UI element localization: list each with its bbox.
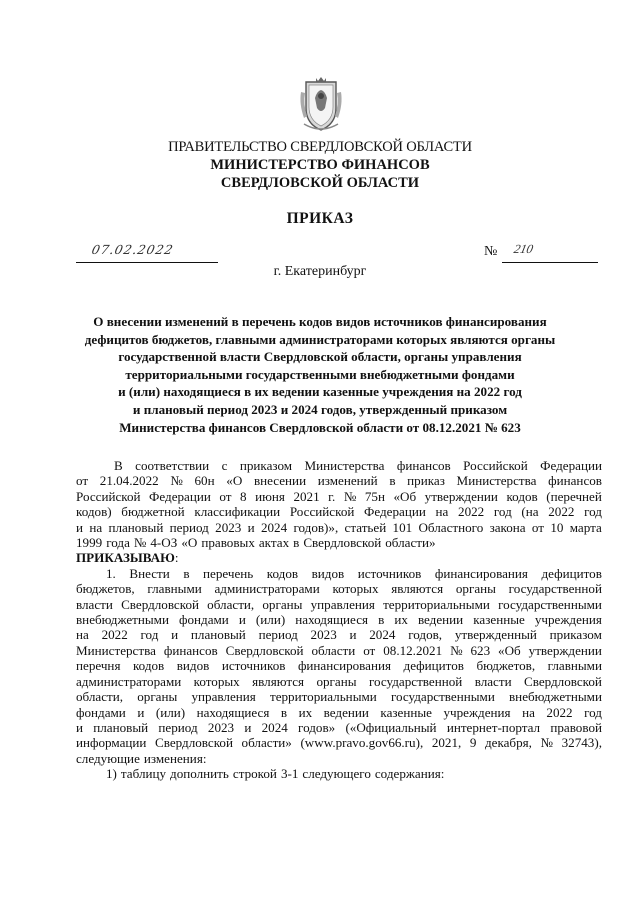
word: государственными bbox=[390, 689, 495, 705]
word: органы bbox=[262, 596, 303, 612]
body-line bbox=[76, 751, 602, 766]
word: которых bbox=[332, 581, 379, 597]
word: от bbox=[531, 519, 545, 535]
word: статьей bbox=[344, 519, 387, 535]
word: от bbox=[219, 488, 232, 504]
word: перечень bbox=[203, 565, 254, 581]
word: 1. bbox=[106, 565, 116, 581]
word: дополнить bbox=[170, 766, 229, 782]
order-keyword-line bbox=[76, 550, 602, 565]
word: 75н bbox=[364, 488, 385, 504]
body-line bbox=[76, 535, 602, 550]
word: год bbox=[584, 704, 602, 720]
word: области, bbox=[207, 596, 255, 612]
title-line: О внесении изменений в перечень кодов видов источников финансирования bbox=[93, 314, 547, 329]
word: № bbox=[450, 642, 463, 658]
word: приказом bbox=[239, 458, 293, 473]
document-type: ПРИКАЗ bbox=[286, 210, 354, 227]
body-line bbox=[76, 705, 602, 720]
word: (на bbox=[521, 504, 539, 520]
body-line bbox=[76, 489, 602, 504]
word: утвержденный bbox=[454, 627, 537, 643]
document-body bbox=[76, 458, 602, 782]
word: 1999 bbox=[76, 535, 103, 551]
word: на bbox=[522, 704, 535, 720]
word: и bbox=[171, 627, 179, 643]
word: области» bbox=[241, 735, 292, 751]
body-line bbox=[76, 689, 602, 704]
word: строкой bbox=[232, 766, 277, 782]
word: приказ bbox=[407, 473, 445, 489]
word: финансов bbox=[548, 473, 602, 489]
title-line: государственной власти Свердловской области, органы управления bbox=[118, 349, 522, 365]
word: кодов) bbox=[76, 504, 112, 520]
word: утверждении bbox=[424, 488, 498, 504]
word: 101 bbox=[392, 519, 413, 535]
word: учреждения bbox=[534, 612, 602, 628]
word: внесении bbox=[253, 473, 307, 489]
word: информации bbox=[76, 735, 147, 751]
word: период bbox=[169, 519, 209, 535]
word: органы bbox=[316, 673, 357, 689]
word: источников bbox=[357, 565, 422, 581]
word: Свердловской bbox=[121, 596, 199, 612]
word: 8 bbox=[240, 488, 247, 504]
body-line bbox=[76, 504, 602, 519]
word: (или) bbox=[155, 704, 186, 720]
handwritten-number: 210 bbox=[512, 242, 535, 256]
document-title bbox=[70, 313, 570, 436]
word: дефицитов bbox=[541, 565, 602, 581]
word: плановый bbox=[108, 519, 164, 535]
word: 623 bbox=[470, 642, 491, 658]
word: 21.04.2022 bbox=[99, 473, 159, 489]
word: от bbox=[363, 642, 376, 658]
coat-of-arms-icon bbox=[298, 74, 344, 134]
word: в bbox=[183, 565, 190, 581]
word: 2024 bbox=[369, 627, 396, 643]
word: («Официальный bbox=[345, 719, 437, 735]
word: 9 bbox=[469, 735, 477, 751]
word: «Об bbox=[498, 642, 521, 658]
word: утверждении bbox=[528, 642, 602, 658]
word: 3-1 bbox=[280, 766, 299, 782]
word: 2024 bbox=[261, 719, 288, 735]
word: Министерства bbox=[456, 473, 537, 489]
word: 2021 bbox=[293, 488, 320, 504]
word: 2021, bbox=[431, 735, 462, 751]
word: следующего bbox=[302, 766, 371, 782]
word: внебюджетными bbox=[509, 689, 602, 705]
word: бюджетов, bbox=[76, 581, 135, 597]
word: их bbox=[298, 704, 313, 720]
word: «О bbox=[181, 535, 198, 551]
order-keyword: ПРИКАЗЫВАЮ bbox=[76, 550, 175, 566]
word: ведении bbox=[323, 704, 369, 720]
word: год bbox=[493, 504, 512, 520]
word: года bbox=[106, 535, 130, 551]
word: 10 bbox=[550, 519, 564, 535]
title-line: Министерства финансов Свердловской области от 08.12.2021 № 623 bbox=[119, 419, 521, 435]
word: Свердловской bbox=[303, 535, 382, 551]
body-line bbox=[76, 720, 602, 735]
word: финансов bbox=[163, 642, 218, 658]
word: в bbox=[378, 612, 385, 628]
word: финансирования bbox=[297, 658, 392, 674]
word: и bbox=[76, 719, 84, 735]
word: годов)», bbox=[293, 519, 339, 535]
word: интернет-портал bbox=[446, 719, 541, 735]
word: декабря, bbox=[484, 735, 532, 751]
word: № bbox=[540, 735, 554, 751]
word: их bbox=[394, 612, 408, 628]
government-name: ПРАВИТЕЛЬСТВО СВЕРДЛОВСКОЙ ОБЛАСТИ bbox=[168, 139, 472, 155]
word: управления bbox=[310, 596, 375, 612]
word: и bbox=[137, 704, 145, 720]
word: Министерства bbox=[76, 642, 156, 658]
word: дефицитов bbox=[403, 658, 464, 674]
word: с bbox=[221, 458, 228, 473]
word: соответствии bbox=[135, 458, 210, 473]
word: 2022 bbox=[458, 504, 485, 520]
ministry-region: СВЕРДЛОВСКОЙ ОБЛАСТИ bbox=[220, 175, 420, 191]
word: кодов bbox=[506, 488, 538, 504]
word: 2022 bbox=[546, 704, 573, 720]
word: плановый bbox=[93, 719, 149, 735]
body-line bbox=[76, 627, 602, 642]
title-line: территориальными государственными внебюджетными фондами bbox=[125, 366, 515, 382]
word: финансирования bbox=[434, 565, 528, 581]
body-line bbox=[76, 566, 602, 581]
word: «О bbox=[226, 473, 243, 489]
word: бюджетной bbox=[121, 504, 185, 520]
word: 2022 bbox=[101, 627, 128, 643]
word: год bbox=[584, 504, 602, 520]
word: (www.pravo.gov66.ru), bbox=[300, 735, 424, 751]
word: казенные bbox=[473, 612, 525, 628]
word: № bbox=[343, 488, 357, 504]
body-line bbox=[76, 658, 602, 673]
word: 1) bbox=[106, 766, 117, 782]
date-field bbox=[76, 244, 218, 263]
word: и bbox=[238, 612, 246, 628]
word: территориальными bbox=[269, 689, 377, 705]
word: № bbox=[170, 473, 183, 489]
word: учреждения bbox=[443, 704, 511, 720]
body-line bbox=[76, 473, 602, 488]
number-field bbox=[502, 244, 598, 263]
word: внебюджетными bbox=[76, 612, 169, 628]
body-line bbox=[76, 735, 602, 750]
word: годов» bbox=[298, 719, 336, 735]
word: и bbox=[349, 627, 357, 643]
word: бюджетов, bbox=[476, 658, 536, 674]
word: № bbox=[133, 535, 147, 551]
word: на bbox=[76, 627, 89, 643]
order-keyword-colon: : bbox=[174, 550, 179, 566]
word: кодов bbox=[266, 565, 299, 581]
word: от bbox=[76, 473, 89, 489]
word: г. bbox=[328, 488, 336, 504]
word: «Об bbox=[393, 488, 417, 504]
word: и bbox=[76, 519, 84, 535]
word: являются bbox=[252, 673, 305, 689]
word: Областного bbox=[418, 519, 484, 535]
word: области» bbox=[385, 535, 436, 551]
word: которых bbox=[193, 673, 240, 689]
word: власти bbox=[474, 673, 512, 689]
word: главными bbox=[147, 581, 202, 597]
word: власти bbox=[76, 596, 113, 612]
body-line bbox=[76, 643, 602, 658]
word: ведении bbox=[417, 612, 464, 628]
word: казенные bbox=[380, 704, 432, 720]
word: изменений bbox=[317, 473, 378, 489]
word: период bbox=[258, 627, 298, 643]
word: фондами bbox=[179, 612, 229, 628]
word: фондами bbox=[76, 704, 126, 720]
word: 2022 bbox=[548, 504, 575, 520]
word: и bbox=[247, 519, 255, 535]
word: (перечней bbox=[546, 488, 602, 504]
word: кодов bbox=[132, 658, 165, 674]
word: 2023 bbox=[215, 519, 242, 535]
word: видов bbox=[176, 658, 210, 674]
body-line bbox=[76, 766, 602, 781]
word: таблицу bbox=[120, 766, 167, 782]
word: области, bbox=[76, 689, 124, 705]
body-line bbox=[76, 520, 602, 535]
word: закона bbox=[489, 519, 526, 535]
word: Федерации bbox=[364, 504, 426, 520]
word: находящиеся bbox=[196, 704, 270, 720]
body-line bbox=[76, 458, 602, 473]
word: на bbox=[89, 519, 103, 535]
word: Федерации bbox=[540, 458, 602, 473]
city: г. Екатеринбург bbox=[273, 264, 367, 279]
word: администраторами bbox=[214, 581, 320, 597]
word: (или) bbox=[255, 612, 286, 628]
word: финансов bbox=[396, 458, 451, 473]
body-line bbox=[76, 597, 602, 612]
word: Свердловской bbox=[155, 735, 233, 751]
word: 60н bbox=[194, 473, 215, 489]
word: источников bbox=[221, 658, 286, 674]
word: в bbox=[293, 535, 300, 551]
word: Федерации bbox=[149, 488, 211, 504]
word: являются bbox=[391, 581, 444, 597]
word: государственной bbox=[368, 673, 463, 689]
word: годов, bbox=[408, 627, 443, 643]
word: плановый bbox=[190, 627, 246, 643]
word: в bbox=[280, 704, 288, 720]
word: 4-ОЗ bbox=[150, 535, 178, 551]
word: государственными bbox=[498, 596, 602, 612]
word: 08.12.2021 bbox=[383, 642, 443, 658]
word: органы bbox=[455, 581, 496, 597]
word: администраторами bbox=[76, 673, 182, 689]
word: области bbox=[311, 642, 356, 658]
handwritten-date: 07.02.2022 bbox=[90, 242, 176, 257]
word: год bbox=[140, 627, 159, 643]
body-line bbox=[76, 581, 602, 596]
word: Свердловской bbox=[524, 673, 602, 689]
word: Российской bbox=[289, 504, 355, 520]
word: марта bbox=[569, 519, 602, 535]
word: в bbox=[389, 473, 396, 489]
word: 32743), bbox=[561, 735, 602, 751]
word: В bbox=[114, 458, 123, 473]
word: Российской bbox=[463, 458, 528, 473]
number-label: № bbox=[484, 244, 498, 259]
word: приказом bbox=[549, 627, 602, 643]
word: правовых bbox=[201, 535, 255, 551]
word: Министерства bbox=[304, 458, 385, 473]
title-line: дефицитов бюджетов, главными администраторами которых являются органы bbox=[84, 331, 556, 347]
ministry-name: МИНИСТЕРСТВО ФИНАНСОВ bbox=[210, 157, 430, 173]
word: 2023 bbox=[310, 627, 337, 643]
word: 2024 bbox=[260, 519, 288, 535]
word: и bbox=[244, 719, 252, 735]
body-line bbox=[76, 612, 602, 627]
word: содержания: bbox=[374, 766, 445, 782]
word: видов bbox=[311, 565, 345, 581]
word: перечня bbox=[76, 658, 121, 674]
word: Внести bbox=[129, 565, 170, 581]
word: актах bbox=[258, 535, 290, 551]
word: главными bbox=[547, 658, 602, 674]
word: 2023 bbox=[207, 719, 235, 735]
word: классификации bbox=[194, 504, 281, 520]
title-line: и (или) находящиеся в их ведении казенные учреждения на 2022 год bbox=[118, 384, 522, 400]
word: правовой bbox=[550, 719, 602, 735]
word: управления bbox=[191, 689, 256, 705]
word: на bbox=[435, 504, 449, 520]
word: период bbox=[158, 719, 198, 735]
word: изменения: bbox=[143, 750, 207, 766]
word: Свердловской bbox=[225, 642, 304, 658]
word: органы bbox=[137, 689, 178, 705]
word: июня bbox=[255, 488, 285, 504]
word: следующие bbox=[76, 750, 140, 766]
body-line bbox=[76, 674, 602, 689]
word: находящиеся bbox=[295, 612, 369, 628]
title-line: и плановый период 2023 и 2024 годов, утвержденный приказом bbox=[132, 401, 508, 417]
word: территориальными bbox=[383, 596, 490, 612]
word: государственной bbox=[508, 581, 602, 597]
word: Российской bbox=[76, 488, 141, 504]
